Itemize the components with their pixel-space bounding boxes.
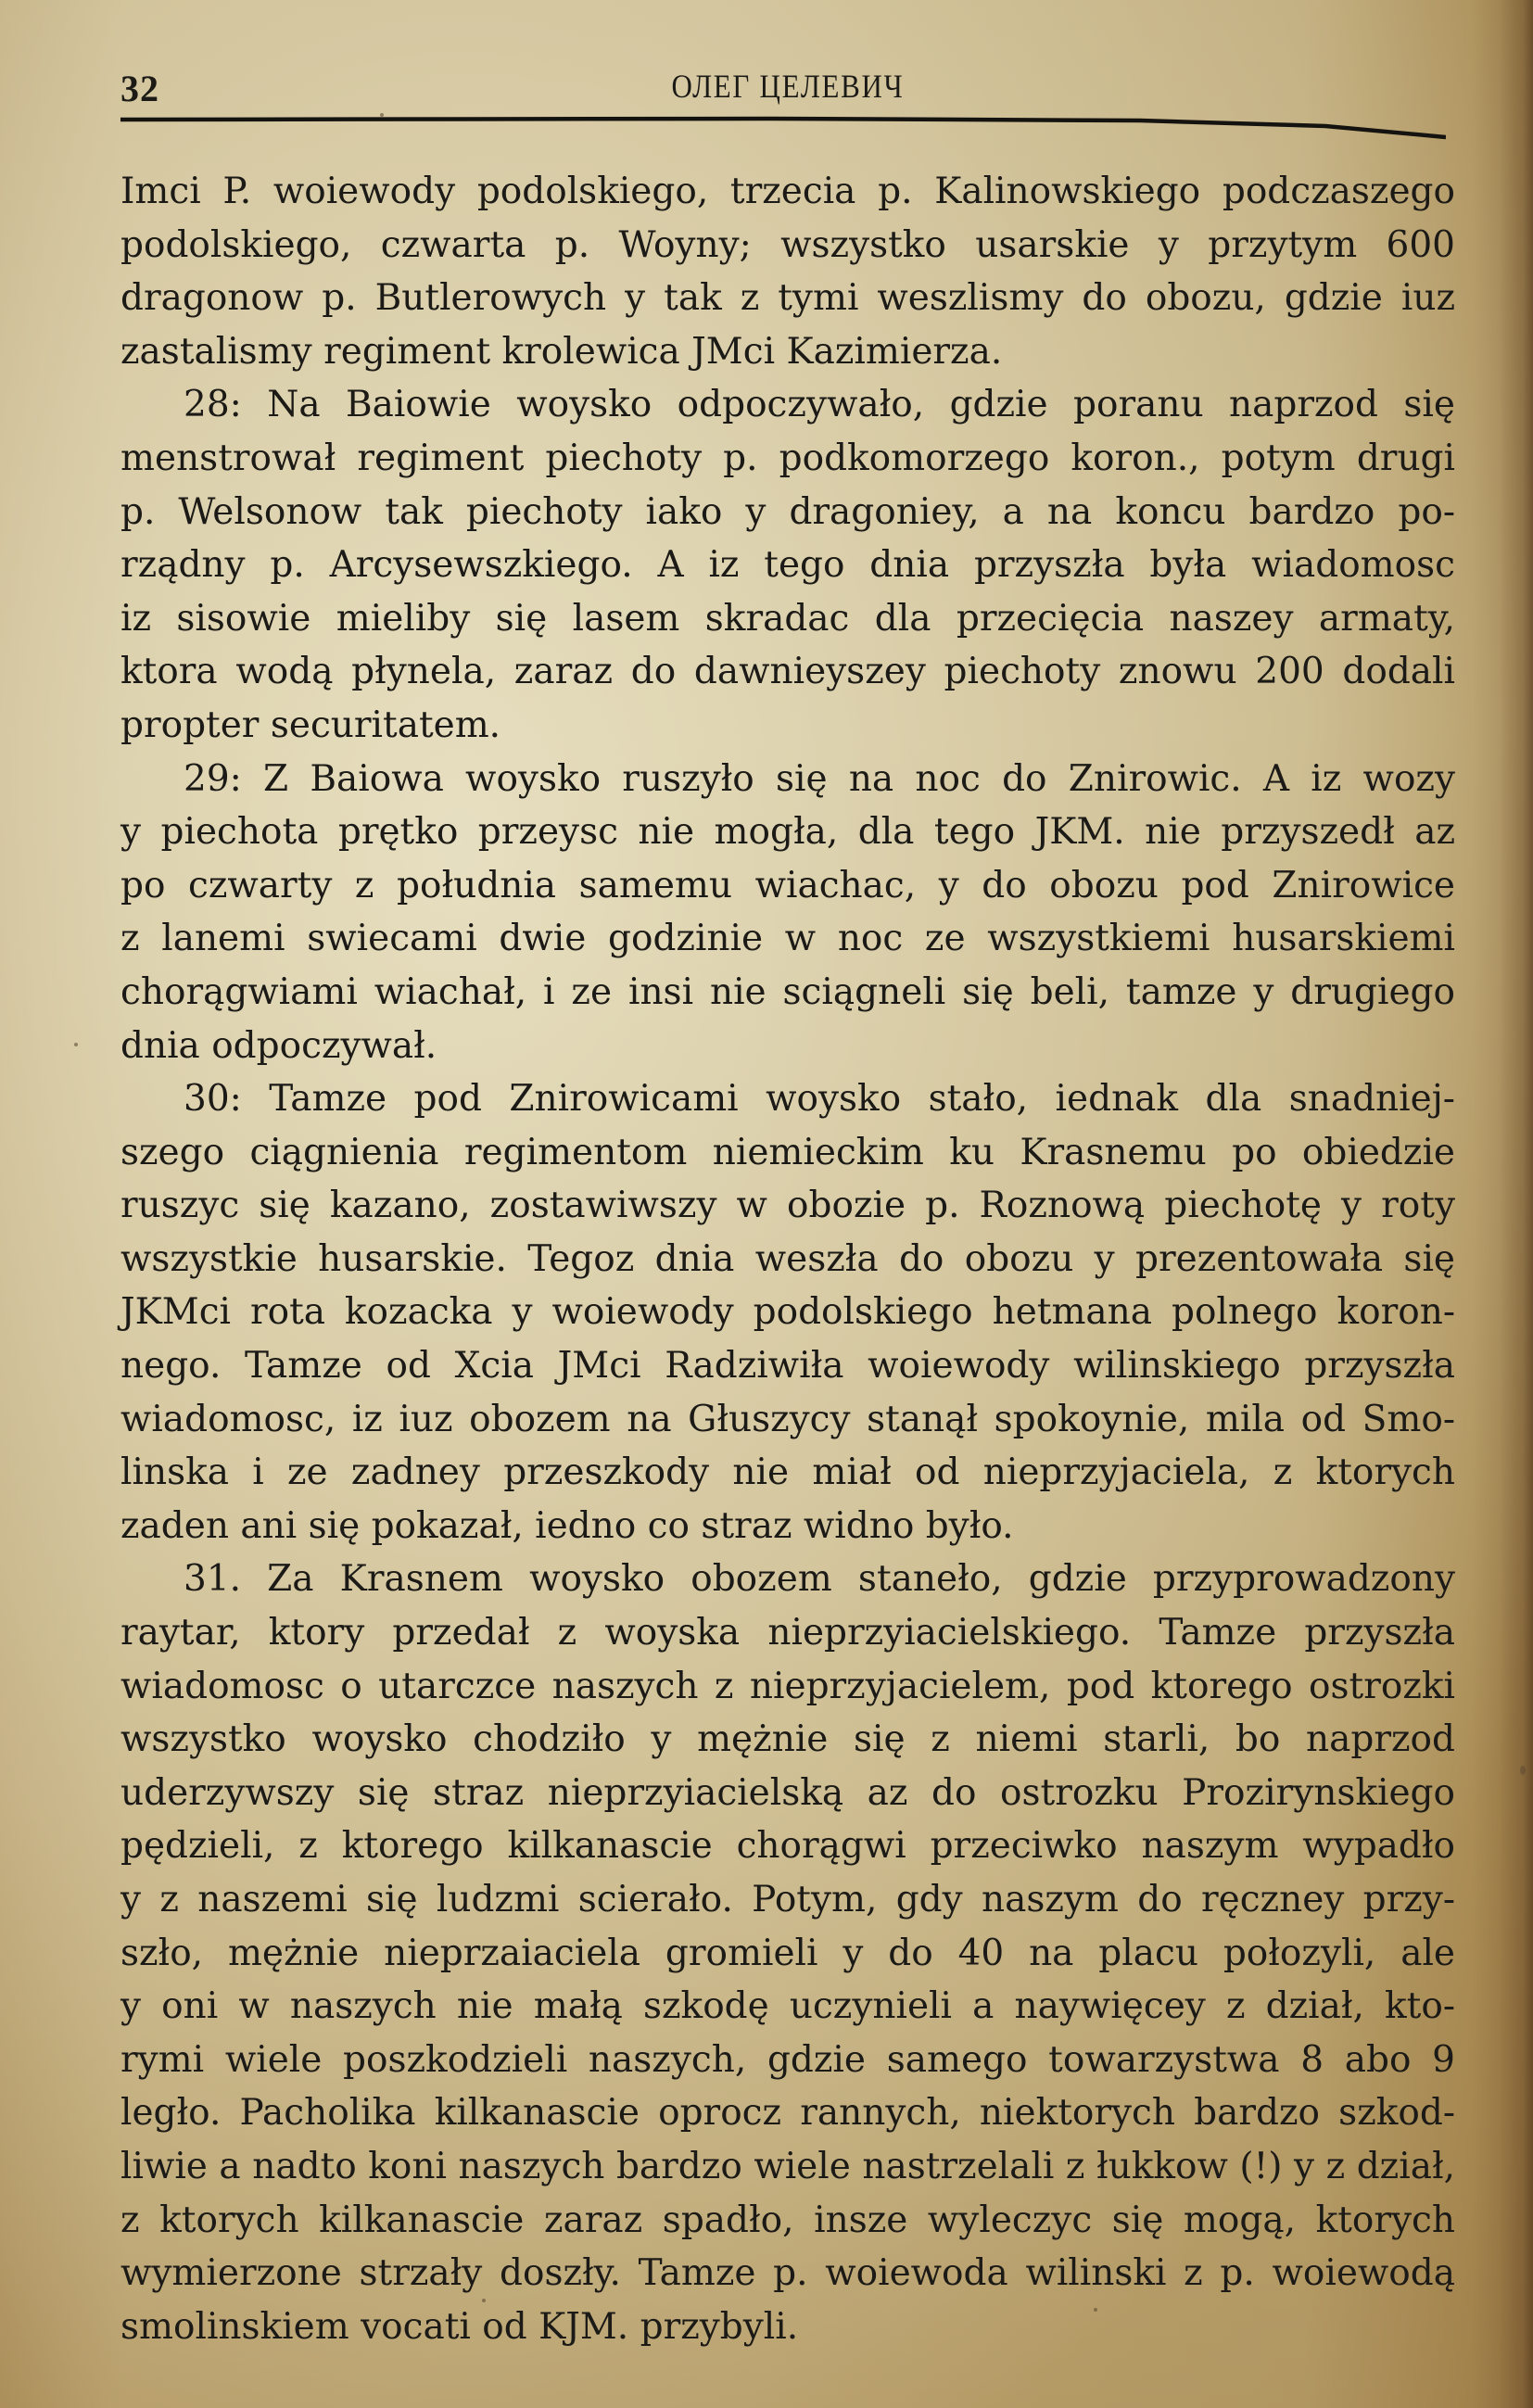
- text-line: chorągwiami wiachał, i ze insi nie sciągneli się beli, tamze y drugiego: [120, 970, 1455, 1013]
- text-line: JKMci rota kozacka y woiewody podolskiego hetmana polnego koron-: [120, 1291, 1455, 1334]
- page-speck: [380, 113, 384, 117]
- text-line: wiadomosc o utarczce naszych z nieprzyjacielem, pod ktorego ostrozki: [120, 1665, 1455, 1707]
- text-line: raytar, ktory przedał z woyska nieprzyiacielskiego. Tamze przyszła: [120, 1612, 1455, 1654]
- text-line: smolinskiem vocati od KJM. przybyli.: [120, 2305, 799, 2348]
- text-line: rymi wiele poszkodzieli naszych, gdzie samego towarzystwa 8 abo 9: [120, 2038, 1455, 2081]
- text-line: rządny p. Arcysewszkiego. A iz tego dnia przyszła była wiadomosc: [120, 544, 1455, 587]
- text-line: po czwarty z południa samemu wiachac, y do obozu pod Znirowice: [120, 864, 1455, 906]
- text-line: p. Welsonow tak piechoty iako y dragoniey, a na koncu bardzo po-: [120, 490, 1455, 533]
- text-line: 31. Za Krasnem woysko obozem staneło, gdzie przyprowadzony: [184, 1558, 1455, 1601]
- text-line: pędzieli, z ktorego kilkanascie chorągwi przeciwko naszym wypadło: [120, 1825, 1455, 1868]
- running-head: [120, 63, 1455, 119]
- text-line: Imci P. woiewody podolskiego, trzecia p. Kalinowskiego podczaszego: [120, 171, 1455, 212]
- text-line: szego ciągnienia regimentom niemieckim ku Krasnemu po obiedzie: [120, 1131, 1455, 1173]
- text-line: linska i ze zadney przeszkody nie miał od nieprzyjaciela, z ktorych: [120, 1451, 1455, 1494]
- paragraph: [120, 165, 1455, 378]
- text-line: y piechota prętko przeysc nie mogła, dla tego JKM. nie przyszedł az: [120, 811, 1455, 854]
- page-speck: [74, 1043, 78, 1046]
- text-line: ktora wodą płynela, zaraz do dawnieyszey piechoty znowu 200 dodali: [120, 651, 1455, 693]
- body-text: [120, 165, 1455, 2353]
- text-line: wiadomosc, iz iuz obozem na Głuszycy stanął spokoynie, mila od Smo-: [120, 1398, 1455, 1440]
- paragraph: [120, 1553, 1455, 2353]
- page-speck: [1520, 1766, 1526, 1775]
- text-line: dnia odpoczywał.: [120, 1024, 437, 1067]
- paragraph: [120, 753, 1455, 1073]
- running-head-author: ОЛЕГ ЦЕЛЕВИЧ: [671, 68, 905, 105]
- text-line: 29: Z Baiowa woysko ruszyło się na noc do Znirowic. A iz wozy: [184, 757, 1455, 800]
- text-line: podolskiego, czwarta p. Woyny; wszystko usarskie y przytym 600: [120, 223, 1455, 266]
- text-line: y oni w naszych nie małą szkodę uczynieli a naywięcey z dział, kto-: [120, 1985, 1455, 2028]
- text-line: ruszyc się kazano, zostawiwszy w obozie p. Roznową piechotę y roty: [120, 1185, 1455, 1227]
- text-line: wszystkie husarskie. Tegoz dnia weszła do obozu y prezentowała się: [120, 1237, 1455, 1280]
- text-line: 28: Na Baiowie woysko odpoczywało, gdzie poranu naprzod się: [184, 384, 1455, 426]
- text-line: wymierzone strzały doszły. Tamze p. woiewoda wilinski z p. woiewodą: [120, 2252, 1455, 2295]
- text-line: 30: Tamze pod Znirowicami woysko stało, iednak dla snadniej-: [184, 1078, 1455, 1121]
- page-speck: [1094, 2308, 1097, 2312]
- text-line: wszystko woysko chodziło y mężnie się z niemi starli, bo naprzod: [120, 1718, 1455, 1761]
- paragraph: [120, 378, 1455, 752]
- text-line: y z naszemi się ludzmi scierało. Potym, gdy naszym do ręczney przy-: [120, 1879, 1455, 1920]
- page-speck: [482, 2299, 486, 2302]
- paragraph: [120, 1072, 1455, 1553]
- text-line: menstrował regiment piechoty p. podkomorzego koron., potym drugi: [120, 437, 1455, 479]
- page-number: 32: [120, 68, 159, 109]
- text-line: legło. Pacholika kilkanascie oprocz rannych, niektorych bardzo szkod-: [120, 2092, 1455, 2135]
- text-line: nego. Tamze od Xcia JMci Radziwiła woiewody wilinskiego przyszła: [120, 1345, 1455, 1388]
- text-line: dragonow p. Butlerowych y tak z tymi weszlismy do obozu, gdzie iuz: [120, 277, 1455, 320]
- text-line: szło, mężnie nieprzaiaciela gromieli y do 40 na placu połozyli, ale: [120, 1932, 1455, 1974]
- text-line: z ktorych kilkanascie zaraz spadło, insze wyleczyc się mogą, ktorych: [120, 2199, 1455, 2241]
- header-rule: [120, 115, 1446, 143]
- text-line: uderzywszy się straz nieprzyiacielską az do ostrozku Prozirynskiego: [120, 1771, 1455, 1814]
- text-line: iz sisowie mieliby się lasem skradac dla przecięcia naszey armaty,: [120, 597, 1455, 640]
- text-line: liwie a nadto koni naszych bardzo wiele nastrzelali z łukkow (!) y z dział,: [120, 2145, 1455, 2187]
- text-line: propter securitatem.: [120, 703, 501, 746]
- text-line: zaden ani się pokazał, iedno co straz widno było.: [120, 1504, 1014, 1547]
- text-line: z lanemi swiecami dwie godzinie w noc ze wszystkiemi husarskiemi: [120, 918, 1455, 960]
- text-line: zastalismy regiment krolewica JMci Kazimierza.: [120, 330, 1003, 373]
